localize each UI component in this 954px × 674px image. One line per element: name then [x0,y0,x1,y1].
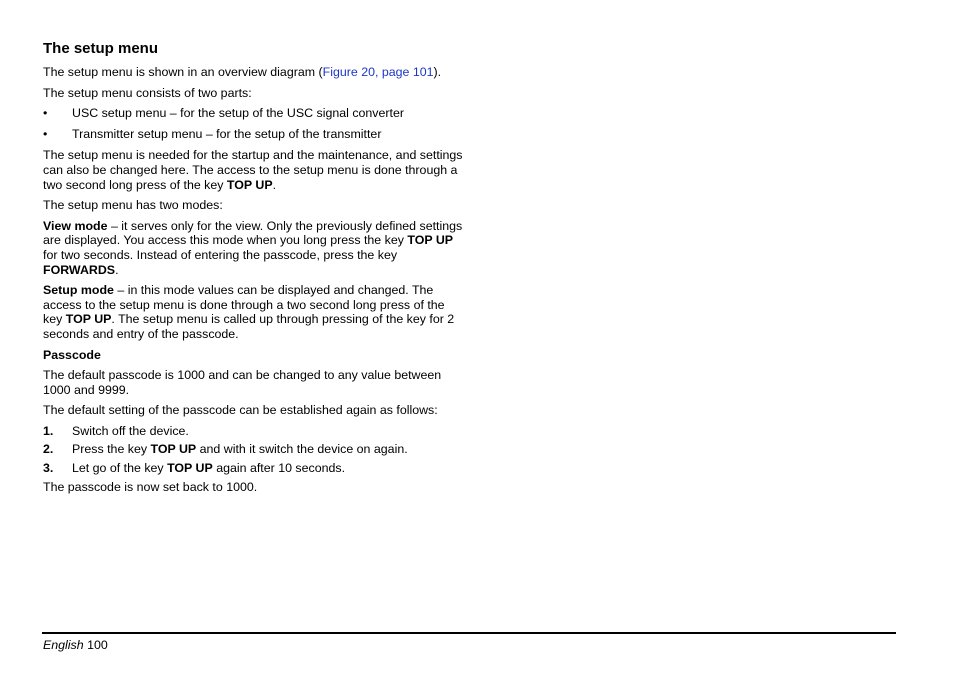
modes-intro: The setup menu has two modes: [43,198,223,213]
view-mode-text-2: for two seconds. Instead of entering the passcode, press the key [43,247,398,262]
parts-list [43,106,463,142]
key-name: FORWARDS [43,262,116,277]
passcode-final: The passcode is now set back to 1000. [43,479,258,494]
list-item [43,442,463,457]
footer-divider [42,632,896,634]
needed-text: The setup menu is needed for the startup and the maintenance, and settings can also be changed here. The access to the setup menu is done through a two second long press of the key [43,148,463,192]
passcode-heading: Passcode [43,347,101,362]
passcode-reset-intro: The default setting of the passcode can be established again as follows: [43,403,438,418]
setup-mode-text-2: . The setup menu is called up through pressing of the key for 2 seconds and entry of the passcode. [43,312,455,341]
step-number: 3. [43,461,54,476]
list-item-text: USC setup menu – for the setup of the USC signal converter [72,106,404,121]
intro-text-end: ). [433,65,442,79]
view-mode-term: View mode [43,218,108,233]
parts-intro: The setup menu consists of two parts: [43,85,252,100]
key-name: TOP UP [65,312,112,327]
setup-mode-text: – in this mode values can be displayed and changed. The access to the setup menu is done through a two second long press of the key [43,283,445,327]
key-name: TOP UP [150,442,197,457]
list-item [43,106,463,121]
bullet-marker: • [43,106,48,121]
passcode-default: The default passcode is 1000 and can be changed to any value between 1000 and 9999. [43,368,442,397]
figure-link[interactable]: Figure 20, page 101 [322,65,434,79]
setup-mode-paragraph [43,283,463,341]
key-name: TOP UP [167,461,213,476]
intro-paragraph [43,65,463,80]
intro-text: The setup menu is shown in an overview diagram ( [43,65,323,79]
step-text: Let go of the key TOP UP again after 10 seconds. [72,461,346,476]
key-name: TOP UP [226,177,273,192]
step-text: Switch off the device. [72,423,189,438]
section-heading: The setup menu [43,40,159,57]
list-item [43,127,463,142]
step-number: 1. [43,423,54,438]
page-content [43,40,463,500]
needed-paragraph [43,148,463,192]
step-text: Press the key TOP UP and with it switch the device on again. [72,442,408,457]
page-footer [43,638,108,653]
footer-language: English [43,638,84,652]
list-item [43,461,463,476]
bullet-marker: • [43,127,48,142]
view-mode-text: – it serves only for the view. Only the previously defined settings are displayed. You access this mode when you long press the key [43,218,463,248]
steps-list [43,424,463,476]
view-mode-end: . [115,262,119,277]
list-item-text: Transmitter setup menu – for the setup of the transmitter [72,127,382,142]
step-number: 2. [43,442,54,457]
key-name: TOP UP [407,233,454,248]
view-mode-paragraph [43,219,463,277]
setup-mode-term: Setup mode [43,283,114,298]
page-number: 100 [87,638,108,652]
list-item [43,424,463,439]
needed-end: . [272,177,277,192]
